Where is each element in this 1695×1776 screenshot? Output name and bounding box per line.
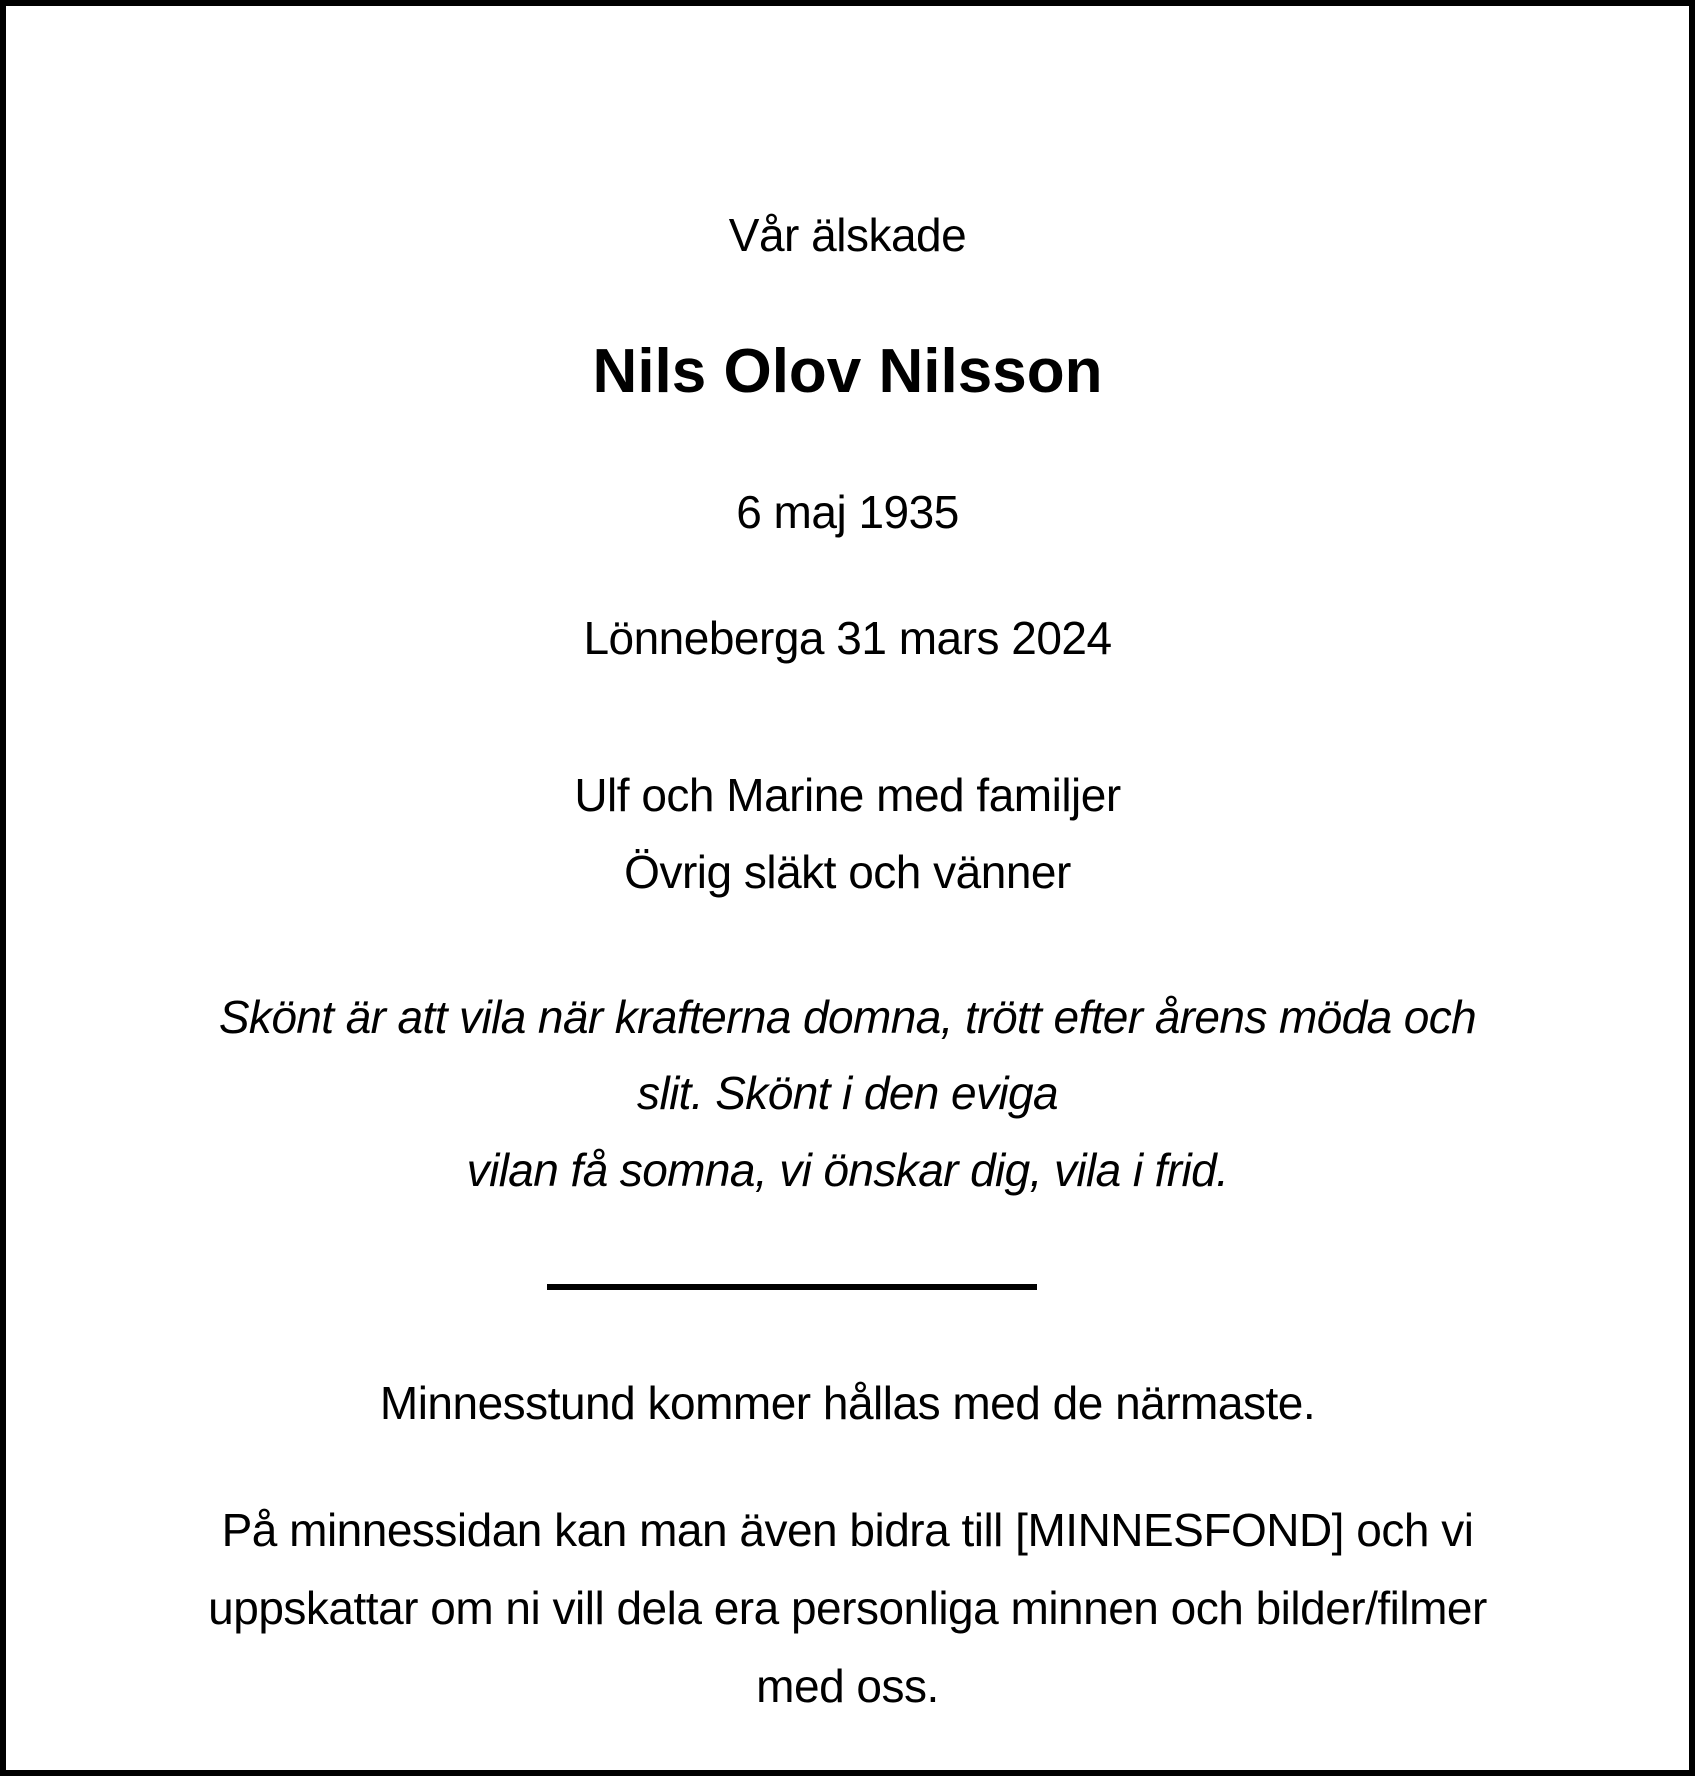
death-place-date: Lönneberga 31 mars 2024 [583, 612, 1112, 664]
family-line-2: Övrig släkt och vänner [624, 846, 1071, 898]
deceased-name: Nils Olov Nilsson [592, 337, 1103, 406]
memorial-text: Minnesstund kommer hållas med de närmaste. [379, 1377, 1316, 1429]
poem-line-3: vilan få somna, vi önskar dig, vila i frid. [466, 1144, 1229, 1196]
divider-line [547, 1284, 1037, 1290]
family-line-1: Ulf och Marine med familjer [574, 769, 1121, 821]
poem-line-1: Skönt är att vila när krafterna domna, trött efter årens möda och [218, 991, 1477, 1043]
intro-text: Vår älskade [728, 209, 967, 261]
fund-text-line-1: På minnessidan kan man även bidra till [MINNESFOND] och vi [221, 1504, 1474, 1556]
fund-text-line-2: uppskattar om ni vill dela era personliga minnen och bilder/filmer [208, 1582, 1487, 1634]
birth-date: 6 maj 1935 [736, 486, 959, 538]
fund-text-line-3: med oss. [756, 1660, 939, 1712]
poem-line-2: slit. Skönt i den eviga [637, 1067, 1058, 1119]
